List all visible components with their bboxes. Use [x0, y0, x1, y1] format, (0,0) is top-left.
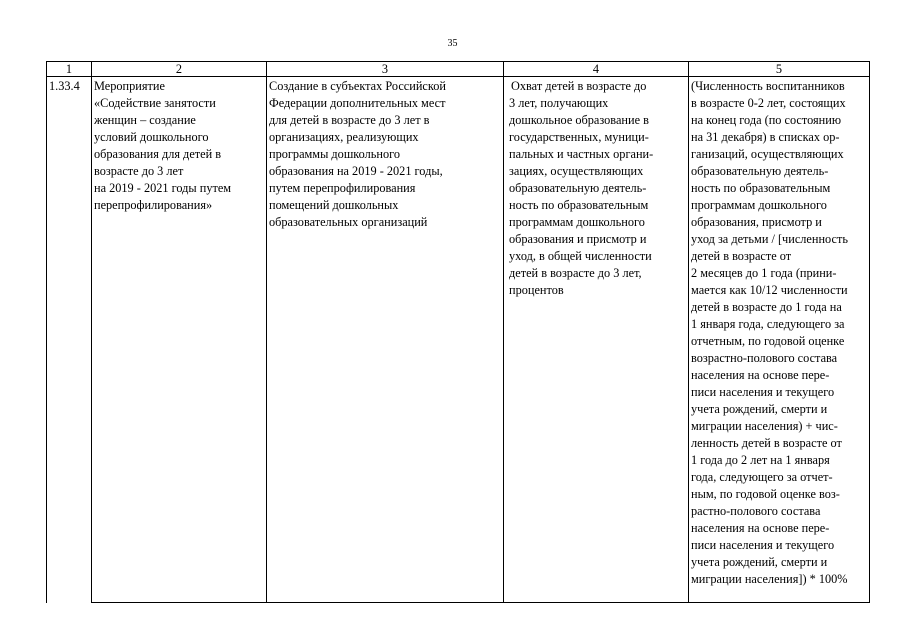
formula-line: населения на основе пере-: [691, 521, 830, 535]
header-cell-3: 3: [267, 62, 504, 77]
event-name-line: «Содействие занятости: [94, 96, 216, 110]
formula-line: миграции населения]) * 100%: [691, 572, 848, 586]
formula-line: населения на основе пере-: [691, 368, 830, 382]
event-name-line: перепрофилирования»: [94, 198, 213, 212]
formula-line: детей в возрасте до 1 года на: [691, 300, 842, 314]
formula-line: на конец года (по состоянию: [691, 113, 842, 127]
formula-line: года, следующего за отчет-: [691, 470, 833, 484]
table-row: [47, 77, 870, 603]
formula-line: учета рождений, смерти и: [691, 402, 828, 416]
indicator-line: уход, в общей численности: [509, 249, 652, 263]
indicator-line: 3 лет, получающих: [509, 96, 609, 110]
formula-line: писи населения и текущего: [691, 385, 835, 399]
description-cell: [267, 77, 504, 603]
indicator-line: ность по образовательным: [509, 198, 649, 212]
formula-line: ность по образовательным: [691, 181, 831, 195]
formula-line: на 31 декабря) в списках ор-: [691, 130, 840, 144]
header-row: [47, 62, 870, 77]
row-number: 1.33.4: [49, 79, 80, 93]
header-cell-2: 2: [92, 62, 267, 77]
formula-line: уход за детьми / [численность: [691, 232, 848, 246]
formula-line: образовательную деятель-: [691, 164, 829, 178]
formula-line: (Численность воспитанников: [691, 79, 845, 93]
event-name-line: образования для детей в: [94, 147, 222, 161]
formula-line: в возрасте 0-2 лет, состоящих: [691, 96, 846, 110]
description-line: организациях, реализующих: [269, 130, 419, 144]
formula-cell: [689, 77, 870, 603]
row-number-cell: [47, 77, 92, 603]
description-line: путем перепрофилирования: [269, 181, 416, 195]
event-name-line: женщин – создание: [94, 113, 196, 127]
event-name-line: условий дошкольного: [94, 130, 209, 144]
indicator-line: Охват детей в возрасте до: [511, 79, 647, 93]
indicator-line: образования и присмотр и: [509, 232, 647, 246]
event-name-line: на 2019 - 2021 годы путем: [94, 181, 232, 195]
formula-line: ганизаций, осуществляющих: [691, 147, 844, 161]
formula-line: 1 года до 2 лет на 1 января: [691, 453, 830, 467]
formula-line: 1 января года, следующего за: [691, 317, 845, 331]
indicator-line: программам дошкольного: [509, 215, 645, 229]
description-line: помещений дошкольных: [269, 198, 399, 212]
header-cell-4: 4: [504, 62, 689, 77]
description-line: Федерации дополнительных мест: [269, 96, 446, 110]
formula-line: программам дошкольного: [691, 198, 827, 212]
indicator-table: [46, 61, 870, 603]
formula-line: ным, по годовой оценке воз-: [691, 487, 840, 501]
formula-line: ленность детей в возрасте от: [691, 436, 842, 450]
indicator-cell: [504, 77, 689, 603]
formula-line: возрастно-полового состава: [691, 351, 838, 365]
page-number: 35: [447, 38, 458, 49]
description-line: Создание в субъектах Российской: [269, 79, 446, 93]
indicator-line: образовательную деятель-: [509, 181, 647, 195]
formula-line: учета рождений, смерти и: [691, 555, 828, 569]
indicator-line: зациях, осуществляющих: [509, 164, 644, 178]
event-name-cell: [92, 77, 267, 603]
description-line: для детей в возрасте до 3 лет в: [269, 113, 430, 127]
formula-line: растно-полового состава: [691, 504, 821, 518]
description-line: образовательных организаций: [269, 215, 428, 229]
formula-line: образования, присмотр и: [691, 215, 822, 229]
formula-line: писи населения и текущего: [691, 538, 835, 552]
formula-line: 2 месяцев до 1 года (прини-: [691, 266, 837, 280]
indicator-line: процентов: [509, 283, 564, 297]
indicator-line: пальных и частных органи-: [509, 147, 654, 161]
formula-line: мается как 10/12 численности: [691, 283, 848, 297]
indicator-line: дошкольное образование в: [509, 113, 649, 127]
formula-line: детей в возрасте от: [691, 249, 792, 263]
indicator-line: детей в возрасте до 3 лет,: [509, 266, 642, 280]
indicator-line: государственных, муници-: [509, 130, 649, 144]
event-name-line: Мероприятие: [94, 79, 165, 93]
description-line: образования на 2019 - 2021 годы,: [269, 164, 443, 178]
description-line: программы дошкольного: [269, 147, 400, 161]
formula-line: миграции населения) + чис-: [691, 419, 838, 433]
header-cell-5: 5: [689, 62, 870, 77]
event-name-line: возрасте до 3 лет: [94, 164, 184, 178]
header-cell-1: 1: [47, 62, 92, 77]
formula-line: отчетным, по годовой оценке: [691, 334, 845, 348]
